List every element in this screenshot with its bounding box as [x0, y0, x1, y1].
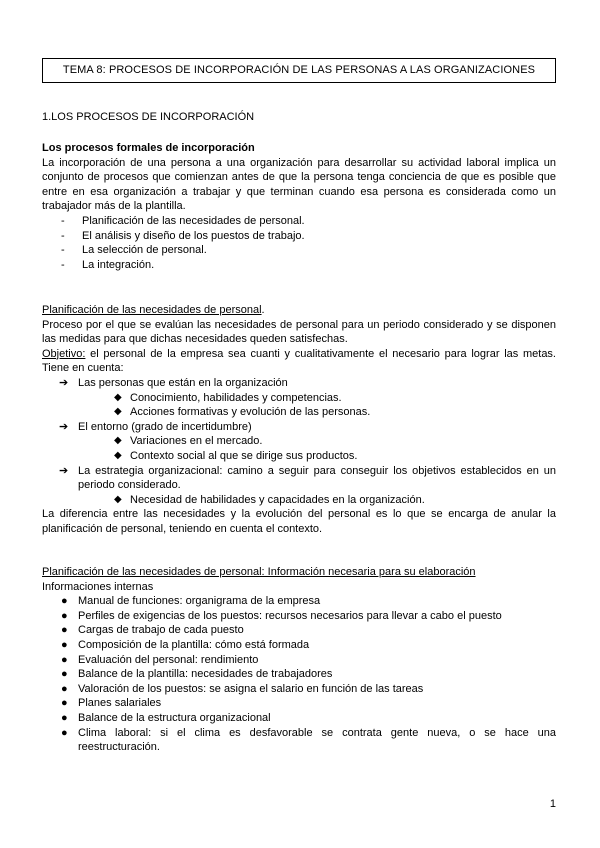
diamond-item: [42, 434, 556, 449]
list-item-text: La integración.: [82, 258, 155, 271]
bullet-item: [42, 638, 556, 653]
diamond-marker: ◆: [114, 435, 122, 447]
bullet-item: [42, 696, 556, 711]
diamond-marker: ◆: [114, 406, 122, 418]
diamond-item-text: Contexto social al que se dirige sus productos.: [130, 449, 358, 462]
planning-heading-end: .: [261, 304, 265, 316]
diamond-marker: ◆: [114, 449, 122, 461]
diamond-item: [42, 449, 556, 464]
diamond-marker: ◆: [114, 391, 122, 403]
bullet-item: [42, 594, 556, 609]
dash-marker: -: [61, 258, 65, 271]
information-section: [42, 565, 556, 755]
arrow-item: [42, 464, 556, 493]
document-title: TEMA 8: PROCESOS DE INCORPORACIÓN DE LAS PERSONAS A LAS ORGANIZACIONES: [62, 64, 536, 77]
bullet-marker: ●: [61, 609, 68, 622]
bullet-item: [42, 711, 556, 726]
objective-label: Objetivo:: [42, 347, 86, 360]
list-item: [42, 258, 556, 273]
bullet-marker: ●: [61, 653, 68, 666]
arrow-marker: ➔: [59, 420, 69, 433]
planning-closing-paragraph: La diferencia entre las necesidades y la evolución del personal es lo que se encarga de anular la planificación de personal, teniendo en cuenta el contexto.: [42, 508, 556, 535]
page-number: 1: [549, 798, 556, 810]
bullet-item-text: Balance de la plantilla: necesidades de trabajadores: [78, 668, 333, 681]
bullet-item-text: Manual de funciones: organigrama de la empresa: [78, 595, 321, 608]
diamond-item: [42, 493, 556, 508]
diamond-item-text: Conocimiento, habilidades y competencias.: [130, 391, 342, 404]
bullet-item-text: Clima laboral: si el clima es desfavorable se contrata gente nueva, o se hace una reestructuración.: [78, 726, 556, 754]
information-subheading: Informaciones internas: [42, 580, 154, 593]
list-item: [42, 243, 556, 258]
bullet-marker: ●: [61, 711, 68, 724]
bullet-item-text: Composición de la plantilla: cómo está formada: [78, 638, 310, 651]
list-item-text: Planificación de las necesidades de personal.: [82, 214, 305, 227]
list-item-text: La selección de personal.: [82, 244, 207, 257]
arrow-item: [42, 420, 556, 435]
arrow-item: [42, 376, 556, 391]
dash-marker: -: [61, 229, 65, 242]
planning-heading: Planificación de las necesidades de personal: [42, 304, 262, 316]
arrow-item-text: La estrategia organizacional: camino a seguir para conseguir los objetivos establecidos en un periodo considerado.: [78, 464, 556, 492]
bullet-item: [42, 682, 556, 697]
formal-processes-paragraph: La incorporación de una persona a una organización para desarrollar su actividad laboral implica un conjunto de procesos que comienzan antes de que la persona tenga conciencia de que es posible que entre en esa organización a trabajar y que terminan cuando esa persona es considerada como un trabajador más de la plantilla.: [42, 156, 556, 213]
document-title-box: [42, 58, 556, 83]
bullet-marker: ●: [61, 697, 68, 710]
bullet-marker: ●: [61, 682, 68, 695]
list-item: [42, 214, 556, 229]
bullet-item: [42, 726, 556, 755]
arrow-marker: ➔: [59, 376, 69, 389]
formal-processes-heading: Los procesos formales de incorporación: [42, 142, 255, 154]
bullet-item: [42, 623, 556, 638]
objective-paragraph: [42, 347, 556, 376]
dash-marker: -: [61, 214, 65, 227]
bullet-item: [42, 653, 556, 668]
formal-processes-section: [42, 141, 556, 272]
bullet-item: [42, 609, 556, 624]
bullet-item: [42, 667, 556, 682]
diamond-marker: ◆: [114, 493, 122, 505]
objective-text: el personal de la empresa sea cuanti y cualitativamente el necesario para lograr las metas. Tiene en cuenta:: [42, 347, 556, 375]
bullet-item-text: Planes salariales: [78, 697, 162, 710]
dash-marker: -: [61, 244, 65, 257]
diamond-item-text: Variaciones en el mercado.: [130, 435, 263, 448]
list-item: [42, 229, 556, 244]
bullet-item-text: Evaluación del personal: rendimiento: [78, 653, 259, 666]
bullet-marker: ●: [61, 638, 68, 651]
bullet-marker: ●: [61, 624, 68, 637]
diamond-item-text: Necesidad de habilidades y capacidades en la organización.: [130, 493, 425, 506]
planning-heading-line: [42, 303, 556, 318]
section-heading: 1.LOS PROCESOS DE INCORPORACIÓN: [42, 111, 255, 123]
bullet-marker: ●: [61, 726, 68, 739]
planning-paragraph: Proceso por el que se evalúan las necesidades de personal para un periodo considerado y se disponen las medidas para que dichas necesidades queden satisfechas.: [42, 318, 556, 346]
information-heading: Planificación de las necesidades de personal: Información necesaria para su elaboración: [42, 566, 476, 578]
arrow-item-text: Las personas que están en la organización: [78, 376, 288, 389]
planning-section: [42, 303, 556, 537]
list-item-text: El análisis y diseño de los puestos de trabajo.: [82, 229, 305, 242]
bullet-marker: ●: [61, 595, 68, 608]
bullet-item-text: Valoración de los puestos: se asigna el salario en función de las tareas: [78, 682, 424, 695]
bullet-item-text: Balance de la estructura organizacional: [78, 711, 271, 724]
bullet-item-text: Perfiles de exigencias de los puestos: recursos necesarios para llevar a cabo el puesto: [78, 609, 502, 622]
arrow-item-text: El entorno (grado de incertidumbre): [78, 420, 252, 433]
diamond-item-text: Acciones formativas y evolución de las personas.: [130, 406, 371, 419]
bullet-marker: ●: [61, 668, 68, 681]
diamond-item: [42, 391, 556, 406]
formal-processes-list: [42, 214, 556, 272]
diamond-item: [42, 405, 556, 420]
arrow-marker: ➔: [59, 464, 69, 477]
bullet-item-text: Cargas de trabajo de cada puesto: [78, 624, 244, 637]
